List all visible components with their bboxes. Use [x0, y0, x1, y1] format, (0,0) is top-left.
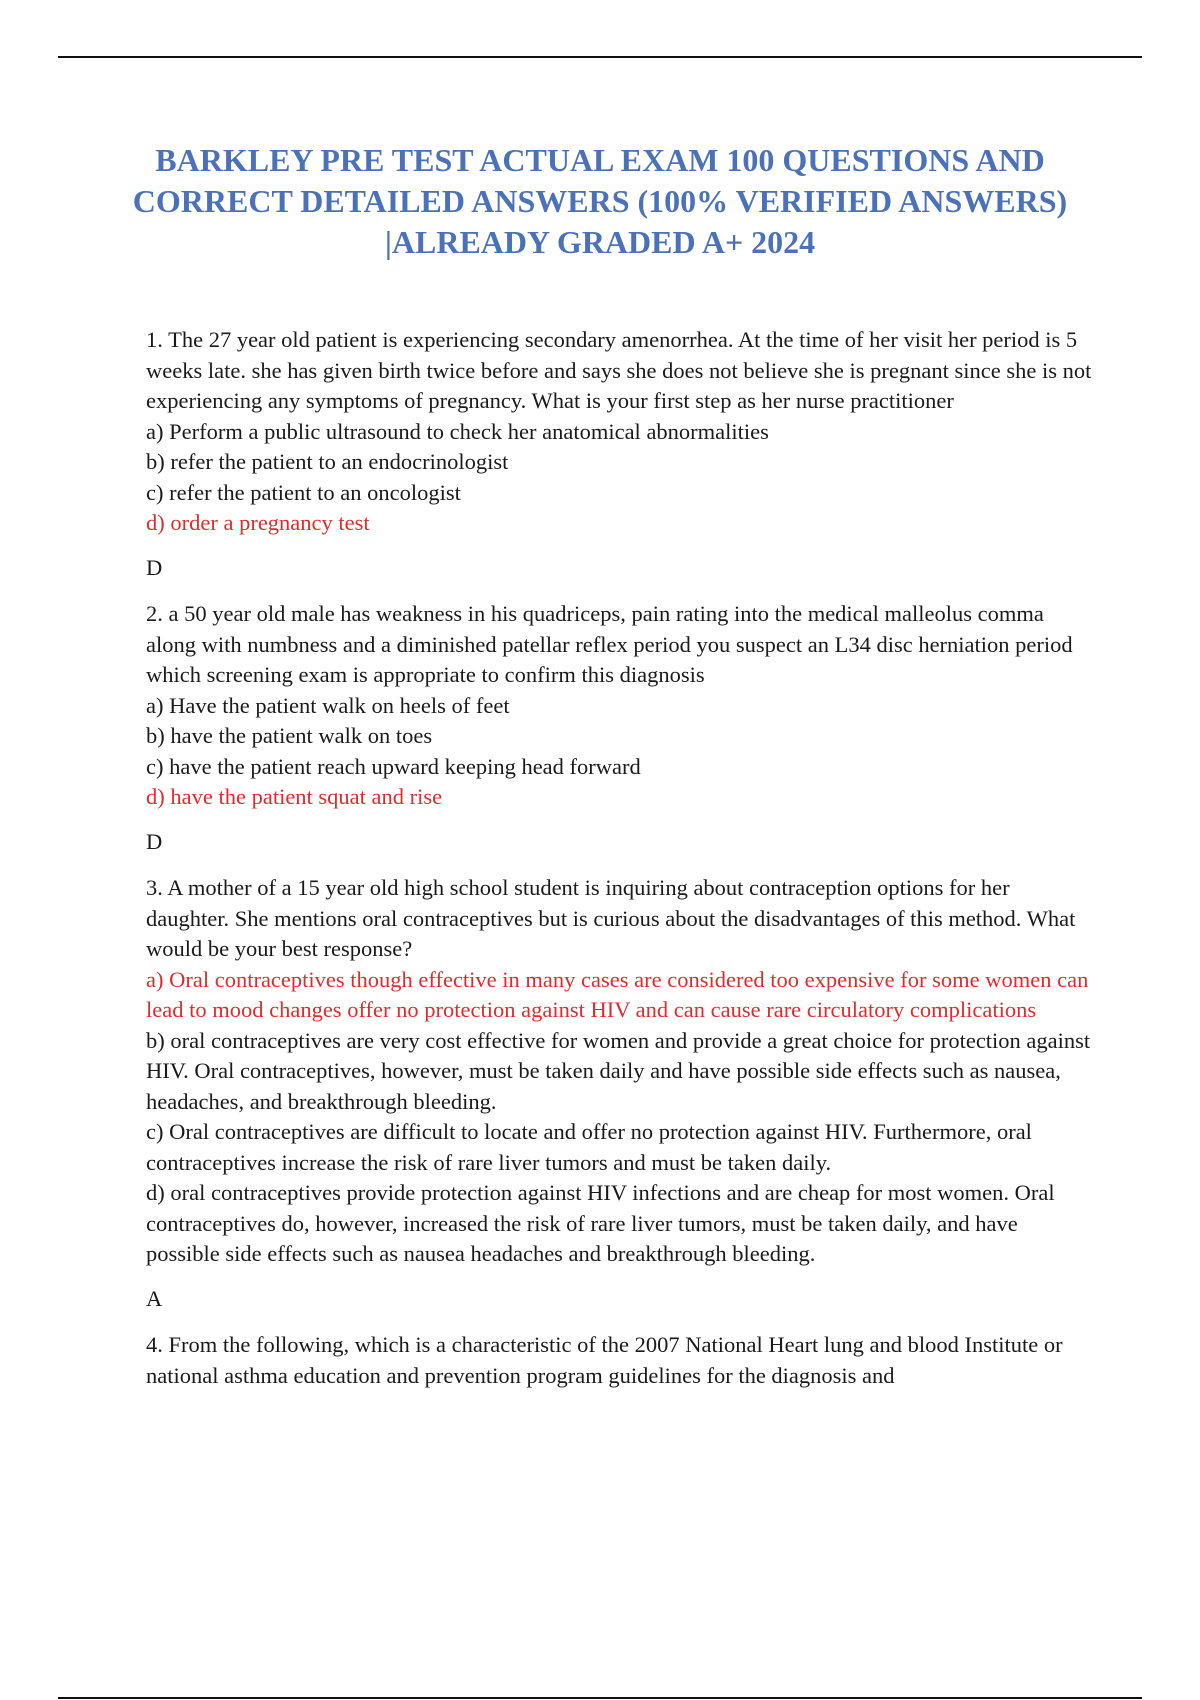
answer-key: A: [146, 1285, 163, 1311]
answer-key: D: [146, 554, 163, 580]
question-3: [146, 873, 1096, 1314]
option-a-correct: a) Oral contraceptives though effective in many cases are considered too expensive for some women can lead to mood changes offer no protection against HIV and can cause rare circulatory complications: [146, 966, 1089, 1022]
question-stem: 2. a 50 year old male has weakness in his quadriceps, pain rating into the medical malleolus comma along with numbness and a diminished patellar reflex period you suspect an L34 disc herniation period which screening exam is appropriate to confirm this diagnosis: [146, 601, 1073, 687]
option-a: a) Perform a public ultrasound to check her anatomical abnormalities: [146, 418, 769, 444]
option-b: b) oral contraceptives are very cost effective for women and provide a great choice for protection against HIV. Oral contraceptives, however, must be taken daily and have possible side effects such as nausea, headaches, and breakthrough bleeding.: [146, 1027, 1091, 1114]
question-stem: 4. From the following, which is a characteristic of the 2007 National Heart lung and blood Institute or national asthma education and prevention program guidelines for the diagnosis and: [146, 1332, 1063, 1388]
option-c: c) have the patient reach upward keeping head forward: [146, 753, 641, 779]
question-1: [146, 325, 1096, 583]
bottom-rule: [58, 1697, 1142, 1699]
option-d-correct: d) have the patient squat and rise: [146, 784, 443, 809]
option-a: a) Have the patient walk on heels of feet: [146, 692, 510, 718]
option-c: c) Oral contraceptives are difficult to locate and offer no protection against HIV. Furthermore, oral contraceptives increase the risk of rare liver tumors and must be taken daily.: [146, 1119, 1032, 1175]
option-b: b) have the patient walk on toes: [146, 723, 433, 748]
document-title: BARKLEY PRE TEST ACTUAL EXAM 100 QUESTIONS AND CORRECT DETAILED ANSWERS (100% VERIFIED ANSWERS) |ALREADY GRADED A+ 2024: [132, 142, 1068, 260]
document-body: [146, 325, 1096, 1405]
option-b: b) refer the patient to an endocrinologist: [146, 449, 509, 474]
option-d: d) oral contraceptives provide protection against HIV infections and are cheap for most women. Oral contraceptives do, however, increased the risk of rare liver tumors, must be taken daily, and have possible side effects such as nausea headaches and breakthrough bleeding.: [146, 1180, 1055, 1266]
option-c: c) refer the patient to an oncologist: [146, 479, 461, 505]
question-stem: 1. The 27 year old patient is experiencing secondary amenorrhea. At the time of her visit her period is 5 weeks late. she has given birth twice before and says she does not believe she is pregnant since she is not experiencing any symptoms of pregnancy. What is your first step as her nurse practitioner: [146, 327, 1092, 413]
top-rule: [58, 56, 1142, 58]
question-2: [146, 599, 1096, 857]
question-stem: 3. A mother of a 15 year old high school student is inquiring about contraception options for her daughter. She mentions oral contraceptives but is curious about the disadvantages of this method. What would be your best response?: [146, 875, 1076, 961]
question-4: [146, 1330, 1096, 1391]
option-d-correct: d) order a pregnancy test: [146, 510, 370, 535]
answer-key: D: [146, 828, 163, 854]
